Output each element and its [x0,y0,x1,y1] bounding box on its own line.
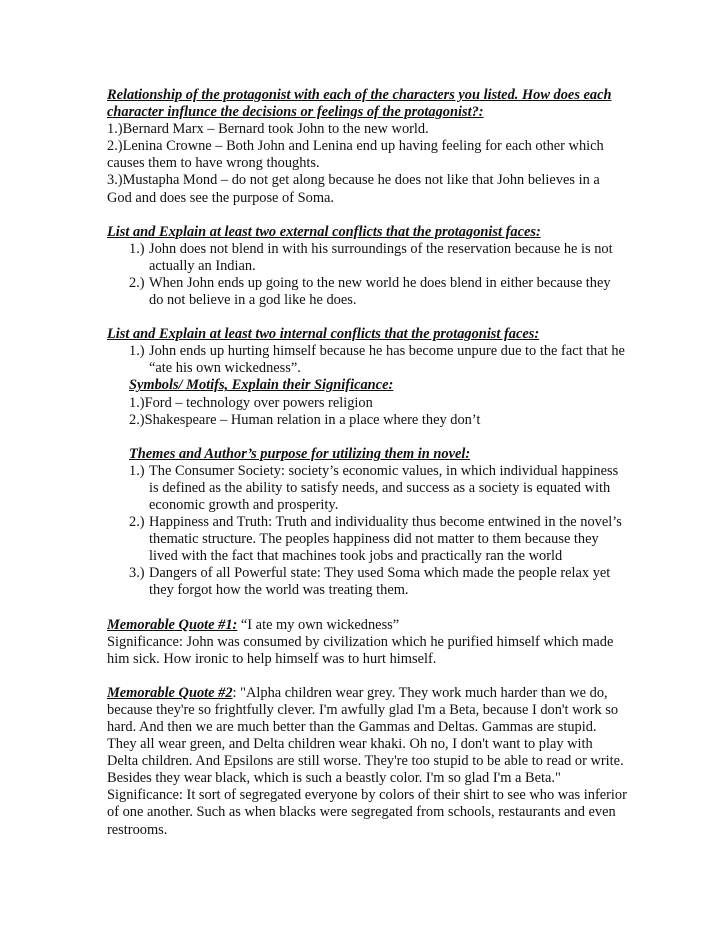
list-item [107,241,627,275]
symbol-item: 2.)Shakespeare – Human relation in a place where they don’t [129,411,481,428]
symbols-heading: Symbols/ Motifs, Explain their Significance: [129,377,394,394]
quote1-line [107,617,627,634]
list-item [107,275,627,309]
quote2-section [107,685,627,839]
list-number: 2.) [129,274,145,291]
list-number: 3.) [129,565,145,582]
external-conflicts-list [107,241,627,309]
list-number: 1.) [129,240,145,257]
internal-conflicts-section [107,326,627,377]
external-conflicts-section [107,224,627,309]
quote1-section [107,617,627,668]
list-number: 1.) [129,462,145,479]
internal-conflicts-heading: List and Explain at least two internal conflicts that the protagonist faces: [107,326,540,343]
relationship-item: 3.)Mustapha Mond – do not get along because he does not like that John believes in a God and does see the purpose of Soma. [107,172,600,206]
spacer [107,429,627,446]
relationships-heading: Relationship of the protagonist with each of the characters you listed. How does each character influnce the decisions or feelings of the protagonist?: [107,87,612,121]
internal-conflicts-list [107,343,627,377]
relationship-item: 2.)Lenina Crowne – Both John and Lenina end up having feeling for each other which causes them to have wrong thoughts. [107,138,604,172]
list-item [107,565,627,599]
themes-list [107,463,627,600]
quote2-text: : "Alpha children wear grey. They work much harder than we do, because they're so frightfully clever. I'm awfully glad I'm a Beta, because I don't work so hard. And then we are much better than the Gammas and Deltas. Gammas are stupid. They all wear green, and Delta children wear khaki. Oh no, I don't want to play with Delta children. And Epsilons are still worse. They're too stupid to be able to read or write. Besides they wear black, which is such a beastly color. I'm so glad I'm a Beta." [107,684,624,787]
symbol-item: 1.)Ford – technology over powers religion [129,394,373,411]
list-text: When John ends up going to the new world he does blend in either because they do not believe in a god like he does. [149,274,611,309]
relationships-section [107,87,627,207]
list-item [107,514,627,565]
quote1-significance: Significance: John was consumed by civilization which he purified himself which made him sick. How ironic to help himself was to hurt himself. [107,633,614,667]
symbols-section [107,377,627,428]
list-text: Dangers of all Powerful state: They used Soma which made the people relax yet they forgot how the world was treating them. [149,565,611,599]
list-number: 2.) [129,514,145,531]
themes-heading: Themes and Author’s purpose for utilizing them in novel: [129,445,471,462]
quote2-line [107,685,627,788]
quote2-label: Memorable Quote #2 [107,684,233,701]
list-text: John does not blend in with his surroundings of the reservation because he is not actually an Indian. [149,240,613,274]
quote1-text: “I ate my own wickedness” [237,616,400,633]
list-item [107,343,627,377]
list-number: 1.) [129,343,145,360]
list-text: The Consumer Society: society’s economic values, in which individual happiness is defined as the ability to satisfy needs, and success as a society is equated with economic growth and prosperity. [149,462,619,513]
external-conflicts-heading: List and Explain at least two external conflicts that the protagonist faces: [107,223,541,240]
quote1-label: Memorable Quote #1: [107,616,238,633]
relationship-item: 1.)Bernard Marx – Bernard took John to the new world. [107,121,429,138]
list-text: John ends up hurting himself because he has become unpure due to the fact that he “ate his own wickedness”. [149,343,625,377]
quote2-significance: Significance: It sort of segregated everyone by colors of their shirt to see who was inferior of one another. Such as when blacks were segregated from schools, restaurants and even restrooms. [107,787,627,838]
themes-section [107,446,627,600]
list-item [107,463,627,514]
list-text: Happiness and Truth: Truth and individuality thus become entwined in the novel’s thematic structure. The peoples happiness did not matter to them because they lived with the fact that machines took jobs and practically ran the world [149,514,622,565]
document-page [107,87,627,839]
